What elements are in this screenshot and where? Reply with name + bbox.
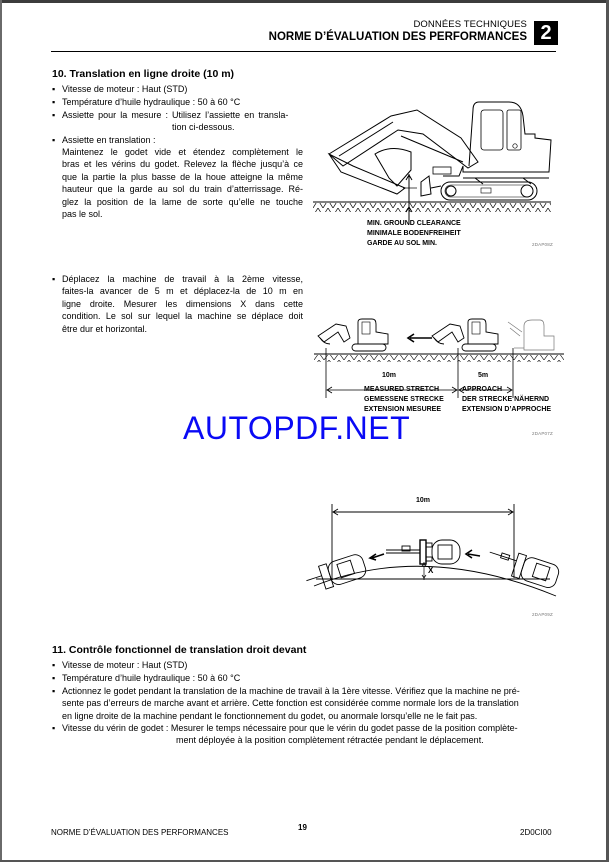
paragraph-line: ligne droite. Mesurer les dimensions X dans cette — [62, 298, 303, 309]
section-11-bullet-engine-speed: Vitesse de moteur : Haut (STD) — [62, 660, 188, 670]
paragraph-line: en ligne droite de la machine pendant le fonctionnement du godet, ou anormale lorsqu’elle ne le fait pas. — [62, 710, 478, 721]
figure-2-right-caption-de: DER STRECKE NÄHERND — [462, 396, 550, 403]
section-11-title: 11. Contrôle fonctionnel de translation droit devant — [52, 644, 307, 656]
bullet-marker: ▪ — [52, 135, 56, 145]
chapter-number-badge: 2 — [534, 21, 558, 45]
bullet-marker: ▪ — [52, 723, 56, 733]
section-10-bullet-engine-speed: Vitesse de moteur : Haut (STD) — [62, 84, 188, 94]
figure-1-code: 2DAP08Z — [532, 242, 553, 247]
section-10-bullet-measure-posture-cont: tion ci-dessous. — [172, 122, 235, 132]
bullet-marker: ▪ — [52, 274, 56, 284]
figure-1-caption-de: MINIMALE BODENFREIHEIT — [367, 230, 461, 237]
bullet-marker: ▪ — [52, 673, 56, 683]
paragraph-line: condition. Le sol sur lequel la machine se déplace doit — [62, 311, 303, 322]
deviation-x-label: X — [428, 566, 434, 575]
bullet-marker: ▪ — [52, 110, 56, 120]
figure-2-code: 2DAP07Z — [532, 431, 553, 436]
figure-3-code: 2DAP09Z — [532, 612, 553, 617]
figure-1-caption-en: MIN. GROUND CLEARANCE — [367, 220, 461, 227]
approach-dimension: 5m — [478, 372, 489, 379]
measured-stretch-dimension: 10m — [382, 372, 397, 379]
bullet-marker: ▪ — [52, 97, 56, 107]
figure-2-right-caption-fr: EXTENSION D’APPROCHE — [462, 406, 552, 413]
page-frame-left — [0, 0, 2, 862]
bullet-marker: ▪ — [52, 660, 56, 670]
bullet-marker: ▪ — [52, 686, 56, 696]
section-11-bullet-cylinder-speed: Vitesse du vérin de godet : Mesurer le temps nécessaire pour que le vérin du godet passe de la position complète- — [62, 723, 518, 733]
deviation-distance-dimension: 10m — [416, 497, 431, 504]
header-rule — [51, 51, 556, 52]
page-number: 19 — [298, 823, 307, 832]
figure-2-right-caption-en: APPROACH — [462, 386, 503, 393]
paragraph-line: pas le sol. — [62, 209, 103, 219]
watermark-text: AUTOPDF.NET — [183, 410, 411, 446]
figure-min-ground-clearance — [313, 96, 568, 261]
figure-straight-travel-deviation — [300, 490, 580, 605]
section-11-bullet-oil-temp: Température d’huile hydraulique : 50 à 60 °C — [62, 673, 241, 683]
paragraph-line: hauteur que la garde au sol du train d’atterrissage. Ré- — [62, 184, 303, 195]
section-10-bullet-oil-temp: Température d’huile hydraulique : 50 à 60 °C — [62, 97, 241, 107]
figure-measured-stretch — [314, 318, 564, 413]
bullet-marker: ▪ — [52, 84, 56, 94]
chapter-label: DONNÉES TECHNIQUES — [413, 19, 527, 30]
figure-2-left-caption-de: GEMESSENE STRECKE — [364, 396, 444, 403]
page-title: NORME D’ÉVALUATION DES PERFORMANCES — [268, 31, 527, 43]
paragraph-line: être dur et horizontal. — [62, 323, 148, 334]
page-frame-top — [0, 0, 609, 3]
paragraph-line: bras et les vérins du godet. Relevez la flèche jusqu’à ce — [62, 159, 303, 170]
figure-2-left-caption-en: MEASURED STRETCH — [364, 386, 440, 393]
paragraph-line: glez la position de la lame de sorte qu’elle ne touche — [62, 196, 303, 207]
paragraph-line: que la partie la plus basse de la houe atteigne la même — [62, 171, 303, 182]
section-10-bullet-measure-posture: Assiette pour la mesure : Utilisez l’assiette en transla- — [62, 110, 289, 120]
section-10-bullet-travel-posture: Assiette en translation : — [62, 135, 156, 145]
footer-title: NORME D’ÉVALUATION DES PERFORMANCES — [51, 828, 229, 837]
paragraph-line: Déplacez la machine de travail à la 2ème vitesse, — [62, 274, 303, 284]
document-code: 2D0CI00 — [520, 828, 552, 837]
paragraph-line: Actionnez le godet pendant la translation de la machine de travail à la 1ère vitesse. Vérifiez que la machine ne pré- — [62, 686, 520, 696]
figure-1-caption-fr: GARDE AU SOL MIN. — [367, 240, 438, 247]
paragraph-line: Maintenez le godet vide et étendez complètement le — [62, 147, 303, 157]
section-11-bullet-cylinder-speed-cont: ment déployée à la position complètement rétractée pendant le déplacement. — [176, 735, 484, 745]
figure-2-left-caption-fr: EXTENSION MESUREE — [364, 406, 442, 413]
section-10-title: 10. Translation en ligne droite (10 m) — [52, 68, 235, 80]
paragraph-line: sente pas d’erreurs de marche avant et arrière. Cette fonction est considérée comme normale lors de la translation — [62, 698, 519, 709]
top-view-deviation-illustration — [300, 490, 580, 600]
paragraph-line: faites-la avancer de 5 m et déplacez-la de 10 m en — [62, 286, 303, 297]
